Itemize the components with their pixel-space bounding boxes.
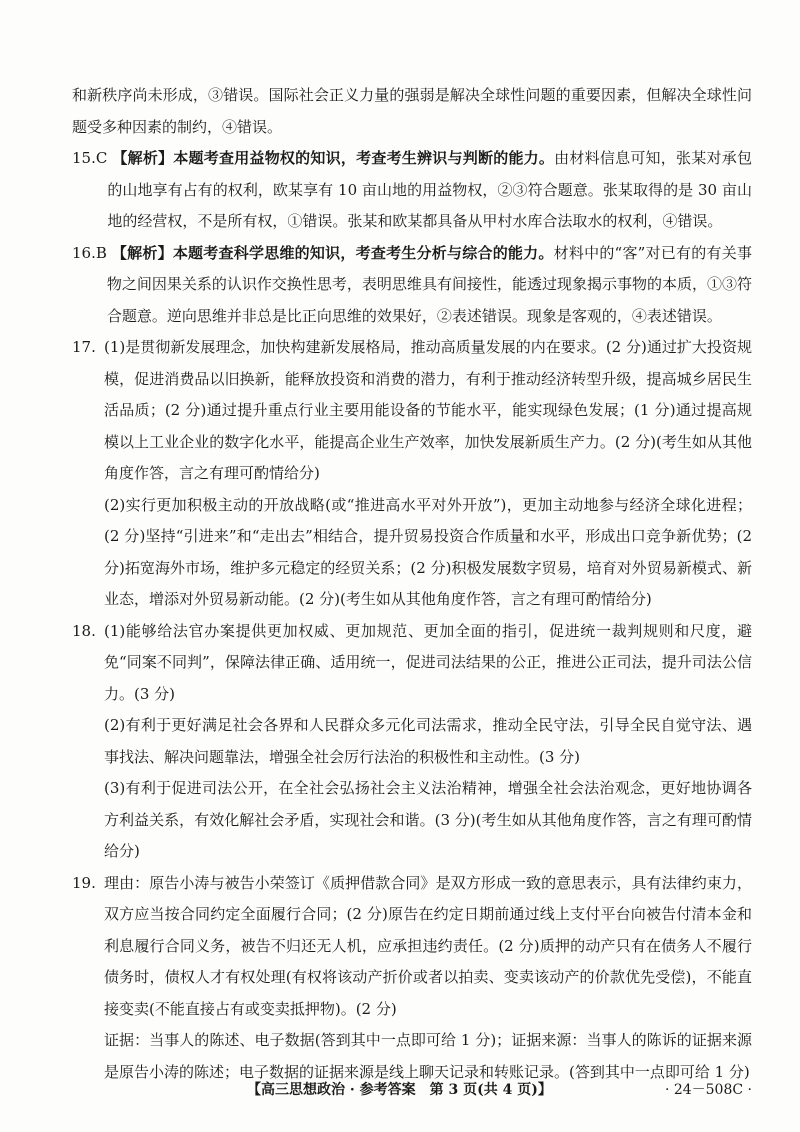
sub-answer-1: (1)能够给法官办案提供更加权威、更加规范、更加全面的指引，促进统一裁判规则和尺度，避免“同案不同判”，保障法律正确、适用统一，促进司法结果的公正，推进公正司法，提升司法公信力。(3 分) — [104, 621, 752, 703]
footer-code: · 24－508C · — [664, 1082, 752, 1098]
answer-document — [72, 80, 752, 1088]
analysis-text: 材料中的“客”对已有的有关事物之间因果关系的认识作交换性思考，表明思维具有间接性，能透过现象揭示事物的本质，①③符合题意。逆向思维并非总是比正向思维的效果好，②表述错误。现象是客观的，④表述错误。 — [106, 243, 752, 325]
analysis-lead: 本题考查用益物权的知识，考查考生辨识与判断的能力。 — [173, 149, 555, 167]
answer-item-17 — [72, 332, 752, 616]
sub-answer-2: (2)有利于更好满足社会各界和人民群众多元化司法需求，推动全民守法，引导全民自觉守法、遇事找法、解决问题靠法，增强全社会厉行法治的积极性和主动性。(3 分) — [104, 716, 752, 766]
answer-item-16 — [72, 238, 752, 333]
footer-title: 【高三思想政治 · 参考答案 第 3 页(共 4 页)】 — [247, 1082, 552, 1098]
analysis-tag: 【解析】 — [112, 149, 174, 167]
analysis-tag: 【解析】 — [111, 243, 173, 262]
item-number: 15.C — [72, 149, 108, 167]
sub-answer-1: (1)是贯彻新发展理念，加快构建新发展格局，推动高质量发展的内在要求。(2 分)通过扩大投资规模，促进消费品以旧换新，能释放投资和消费的潜力，有利于推动经济转型升级，提高城乡居民生活品质；(2 分)通过提升重点行业主要用能设备的节能水平，能实现绿色发展；(1 分)通过提高规模以上工业企业的数字化水平，能提高企业生产效率，加快发展新质生产力。(2 分)(考生如从其他角度作答，言之有理可酌情给分) — [104, 338, 752, 482]
analysis-lead: 本题考查科学思维的知识，考查考生分析与综合的能力。 — [172, 243, 554, 262]
answer-item-19 — [72, 868, 752, 1089]
evidence-paragraph: 证据：当事人的陈述、电子数据(答到其中一点即可给 1 分)；证据来源：当事人的陈诉的证据来源是原告小涛的陈述；电子数据的证据来源是线上聊天记录和转账记录。(答到其中一点即可给 1 分) — [104, 1031, 752, 1081]
answer-item-18 — [72, 616, 752, 868]
item-number: 16.B — [72, 243, 107, 262]
item-paragraph — [107, 238, 752, 333]
sub-answer-2: (2)实行更加积极主动的开放战略(或“推进高水平对外开放”)，更加主动地参与经济全球化进程；(2 分)坚持“引进来”和“走出去”相结合，提升贸易投资合作质量和水平，形成出口竞争新优势；(2 分)拓宽海外市场，维护多元稳定的经贸关系；(2 分)积极发展数字贸易，培育对外贸易新模式、新业态，增添对外贸易新动能。(2 分)(考生如从其他角度作答，言之有理可酌情给分) — [104, 495, 752, 608]
item-number: 19. — [72, 873, 96, 892]
analysis-text: 由材料信息可知，张某对承包的山地享有占有的权利，欧某享有 10 亩山地的用益物权，②③符合题意。张某取得的是 30 亩山地的经营权，不是所有权，①错误。张某和欧某都具备从甲村水库合法取水的权利，④错误。 — [107, 149, 752, 230]
item-number: 18. — [72, 621, 96, 640]
item-paragraph — [107, 143, 752, 238]
sub-answer-3: (3)有利于促进司法公开，在全社会弘扬社会主义法治精神，增强全社会法治观念，更好地协调各方利益关系，有效化解社会矛盾，实现社会和谐。(3 分)(考生如从其他角度作答，言之有理可酌情给分) — [104, 779, 752, 860]
reason-paragraph: 理由：原告小涛与被告小荣签订《质押借款合同》是双方形成一致的意思表示，具有法律约束力，双方应当按合同约定全面履行合同；(2 分)原告在约定日期前通过线上支付平台向被告付清本金和利息履行合同义务，被告不归还无人机，应承担违约责任。(2 分)质押的动产只有在债务人不履行债务时，债权人才有权处理(有权将该动产折价或者以拍卖、变卖该动产的价款优先受偿)，不能直接变卖(不能直接占有或变卖抵押物)。(2 分) — [104, 873, 752, 1018]
item-number: 17. — [72, 338, 96, 356]
answer-item-15 — [72, 143, 752, 238]
intro-paragraph: 和新秩序尚未形成，③错误。国际社会正义力量的强弱是解决全球性问题的重要因素，但解决全球性问题受多种因素的制约，④错误。 — [72, 86, 752, 136]
